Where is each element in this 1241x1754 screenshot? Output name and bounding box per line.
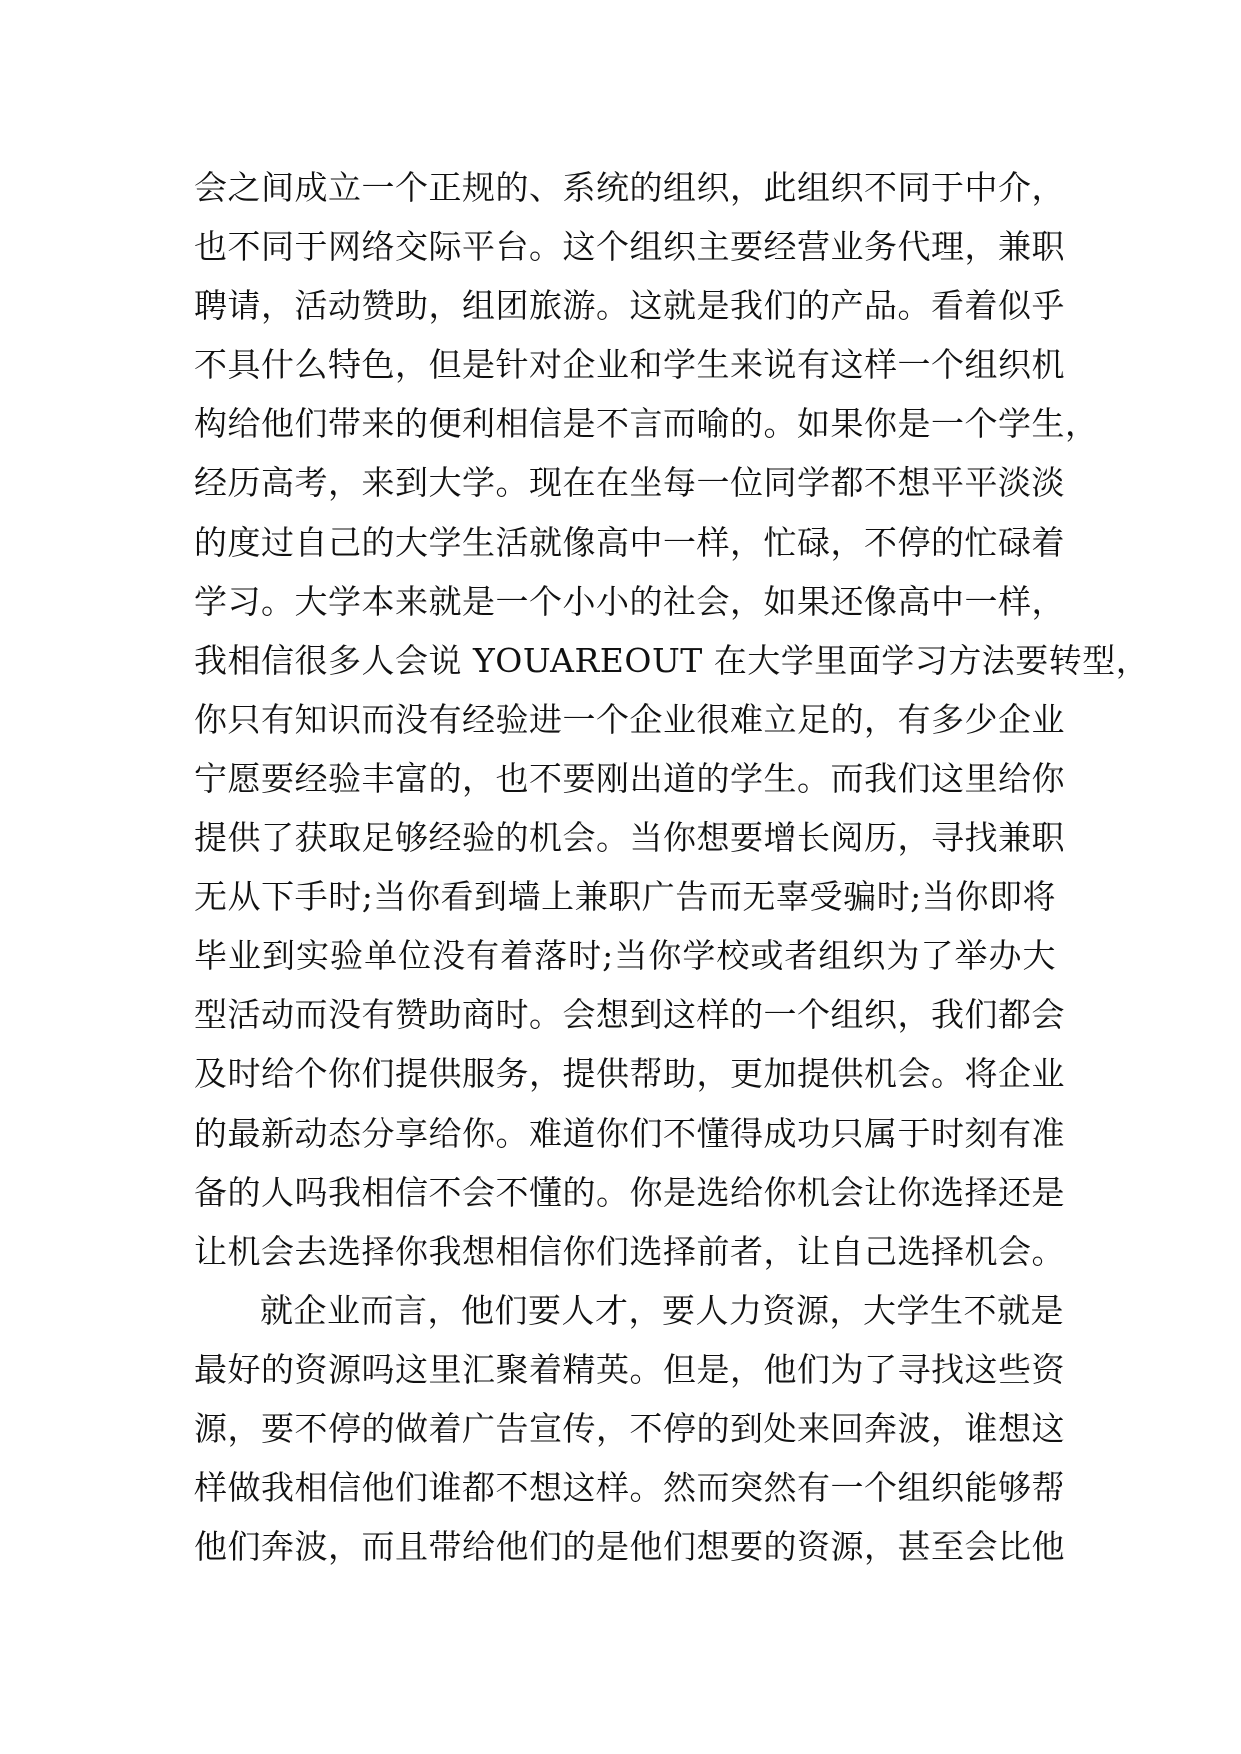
text-line: 的最新动态分享给你。难道你们不懂得成功只属于时刻有准 bbox=[194, 1113, 1065, 1153]
text-line: 让机会去选择你我想相信你们选择前者，让自己选择机会。 bbox=[194, 1231, 1065, 1271]
text-line: 聘请，活动赞助，组团旅游。这就是我们的产品。看着似乎 bbox=[194, 286, 1065, 326]
text-line: 我相信很多人会说 YOUAREOUT 在大学里面学习方法要转型， bbox=[194, 640, 1150, 680]
text-line: 毕业到实验单位没有着落时;当你学校或者组织为了举办大 bbox=[194, 936, 1056, 976]
text-line: 型活动而没有赞助商时。会想到这样的一个组织，我们都会 bbox=[194, 995, 1065, 1035]
text-line: 无从下手时;当你看到墙上兼职广告而无辜受骗时;当你即将 bbox=[194, 877, 1056, 917]
text-line: 学习。大学本来就是一个小小的社会，如果还像高中一样， bbox=[194, 581, 1065, 621]
text-line: 样做我相信他们谁都不想这样。然而突然有一个组织能够帮 bbox=[194, 1468, 1065, 1508]
text-line: 会之间成立一个正规的、系统的组织，此组织不同于中介， bbox=[194, 168, 1065, 207]
text-line: 构给他们带来的便利相信是不言而喻的。如果你是一个学生， bbox=[194, 404, 1099, 444]
text-line: 提供了获取足够经验的机会。当你想要增长阅历，寻找兼职 bbox=[194, 818, 1065, 858]
text-line: 也不同于网络交际平台。这个组织主要经营业务代理，兼职 bbox=[194, 227, 1065, 267]
body-text bbox=[194, 158, 1150, 1576]
text-line: 备的人吗我相信不会不懂的。你是选给你机会让你选择还是 bbox=[194, 1172, 1065, 1212]
text-line: 你只有知识而没有经验进一个企业很难立足的，有多少企业 bbox=[194, 699, 1065, 739]
text-line: 及时给个你们提供服务，提供帮助，更加提供机会。将企业 bbox=[194, 1054, 1065, 1094]
text-line: 源，要不停的做着广告宣传，不停的到处来回奔波，谁想这 bbox=[194, 1408, 1065, 1448]
text-line: 宁愿要经验丰富的，也不要刚出道的学生。而我们这里给你 bbox=[194, 758, 1065, 798]
text-line: 他们奔波，而且带给他们的是他们想要的资源，甚至会比他 bbox=[194, 1527, 1065, 1567]
text-line: 不具什么特色，但是针对企业和学生来说有这样一个组织机 bbox=[194, 345, 1065, 385]
text-line: 的度过自己的大学生活就像高中一样，忙碌，不停的忙碌着 bbox=[194, 522, 1065, 562]
text-line-indent: 就企业而言，他们要人才，要人力资源，大学生不就是 bbox=[260, 1290, 1064, 1330]
text-line: 经历高考，来到大学。现在在坐每一位同学都不想平平淡淡 bbox=[194, 463, 1065, 503]
text-line: 最好的资源吗这里汇聚着精英。但是，他们为了寻找这些资 bbox=[194, 1349, 1065, 1389]
